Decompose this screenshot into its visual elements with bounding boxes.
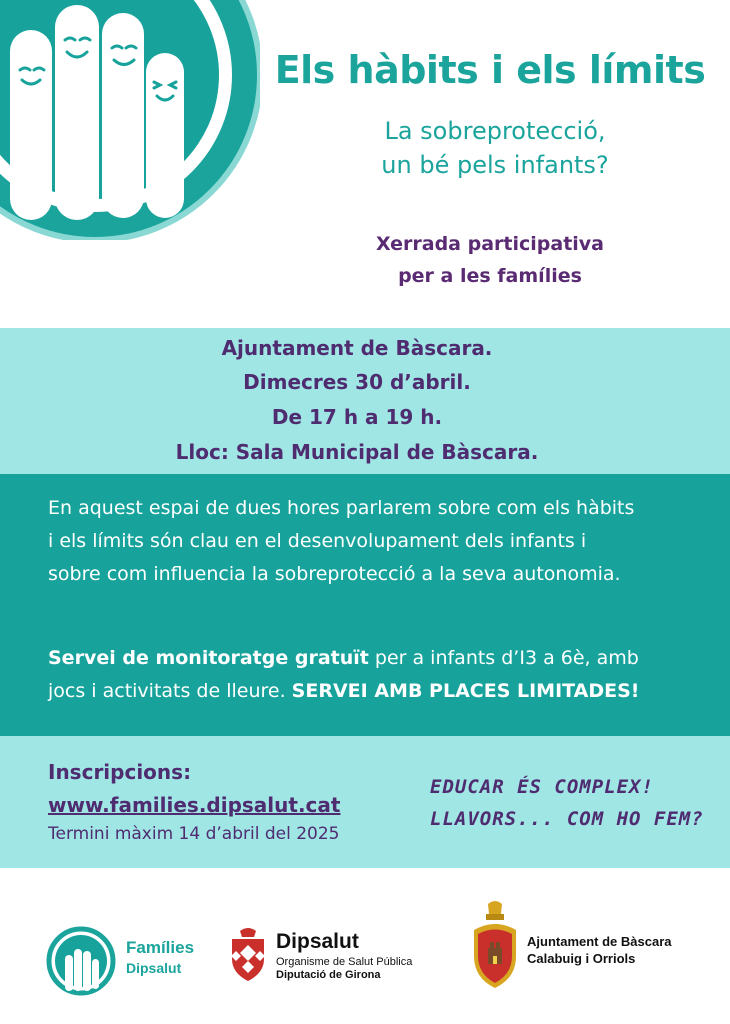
event-date: Dimecres 30 d’abril. [243,370,471,394]
talk-type [340,228,640,292]
service-bold: Servei de monitoratge gratuït [48,647,369,669]
description-line-1: En aquest espai de dues hores parlarem sobre com els hàbits [48,497,635,519]
slogan-line-1: EDUCAR ÉS COMPLEX! [430,776,654,798]
service-limited: SERVEI AMB PLACES LIMITADES! [291,680,640,702]
registration-link[interactable]: www.families.dipsalut.cat [48,793,341,817]
ajuntament-coat-of-arms-icon [470,900,520,996]
subtitle-line-1: La sobreprotecció, [384,117,606,145]
dipsalut-crest-icon [226,925,270,983]
families-fingers-logo [0,0,260,240]
page-title: Els hàbits i els límits [274,48,706,92]
talk-line-1: Xerrada participativa [375,233,604,255]
registration-deadline: Termini màxim 14 d’abril del 2025 [48,824,340,844]
ajuntament-line-1: Ajuntament de Bàscara [527,934,672,949]
families-dipsalut-logo-icon [45,925,117,997]
service-rest-1: per a infants d’I3 a 6è, amb [368,647,639,669]
dipsalut-name: Dipsalut [276,930,359,953]
description-line-2: i els límits són clau en el desenvolupament dels infants i [48,530,587,552]
page-subtitle [330,114,660,182]
event-place: Lloc: Sala Municipal de Bàscara. [175,440,539,464]
event-time: De 17 h a 19 h. [271,405,443,429]
description-line-3: sobre com influencia la sobreprotecció a la seva autonomia. [48,563,621,585]
registration-title: Inscripcions: [48,760,192,784]
dipsalut-line-2: Diputació de Girona [276,969,381,981]
ajuntament-line-2: Calabuig i Orriols [527,951,636,966]
families-logo-sub: Dipsalut [126,960,182,976]
families-logo-name: Famílies [126,938,195,957]
talk-line-2: per a les famílies [398,265,582,287]
event-organizer: Ajuntament de Bàscara. [221,336,493,360]
subtitle-line-2: un bé pels infants? [381,151,609,179]
slogan-line-2: LLAVORS... COM HO FEM? [430,808,704,830]
service-rest-2: jocs i activitats de lleure. [48,680,292,702]
service-text [48,642,708,708]
dipsalut-line-1: Organisme de Salut Pública [276,956,413,968]
description-text [48,492,708,591]
